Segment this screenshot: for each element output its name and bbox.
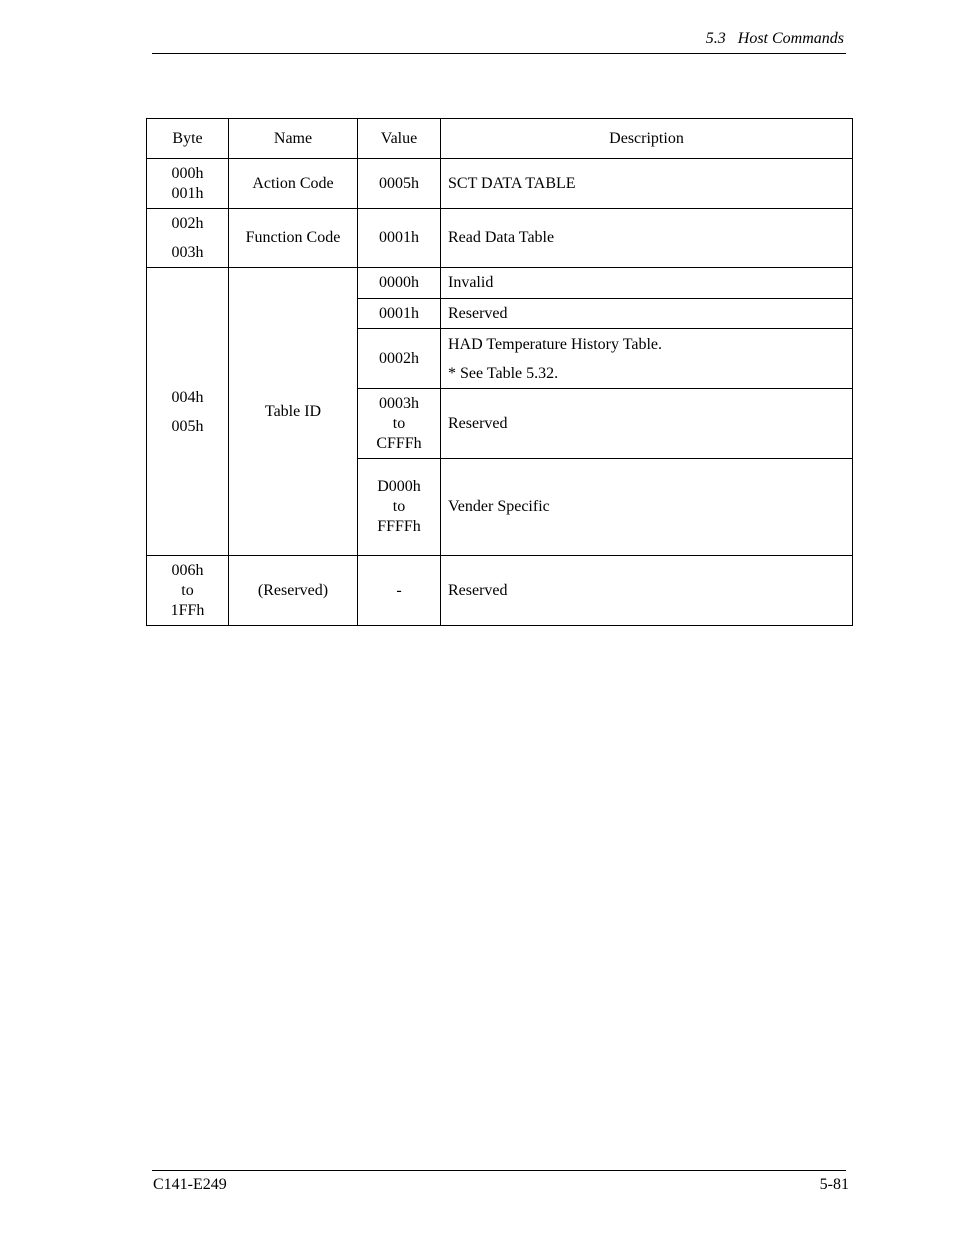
table-row-table-id-invalid	[147, 268, 853, 299]
value-cell: 0002h	[358, 329, 441, 389]
description-cell: Vender Specific	[441, 459, 853, 556]
col-header-description: Description	[441, 119, 853, 159]
running-header: 5.3 Host Commands	[705, 30, 844, 47]
description-cell: HAD Temperature History Table. * See Table 5.32.	[441, 329, 853, 389]
name-cell: Action Code	[229, 159, 358, 209]
description-cell: Reserved	[441, 389, 853, 459]
value-cell: -	[358, 556, 441, 626]
byte-cell: 006h to 1FFh	[147, 556, 229, 626]
command-table	[146, 118, 853, 626]
description-cell: Read Data Table	[441, 209, 853, 268]
byte-cell: 000h 001h	[147, 159, 229, 209]
name-cell: Table ID	[229, 268, 358, 556]
name-cell: (Reserved)	[229, 556, 358, 626]
footer-rule	[152, 1170, 846, 1171]
header-rule	[152, 53, 846, 54]
name-cell: Function Code	[229, 209, 358, 268]
description-cell: SCT DATA TABLE	[441, 159, 853, 209]
value-cell: 0005h	[358, 159, 441, 209]
byte-cell: 004h 005h	[147, 268, 229, 556]
value-cell: 0003h to CFFFh	[358, 389, 441, 459]
table-header-row	[147, 119, 853, 159]
col-header-value: Value	[358, 119, 441, 159]
table-row-action-code	[147, 159, 853, 209]
col-header-byte: Byte	[147, 119, 229, 159]
description-cell: Reserved	[441, 556, 853, 626]
description-cell: Invalid	[441, 268, 853, 299]
value-cell: D000h to FFFFh	[358, 459, 441, 556]
table-row-reserved	[147, 556, 853, 626]
col-header-name: Name	[229, 119, 358, 159]
value-cell: 0000h	[358, 268, 441, 299]
byte-cell: 002h 003h	[147, 209, 229, 268]
value-cell: 0001h	[358, 299, 441, 329]
description-cell: Reserved	[441, 299, 853, 329]
value-cell: 0001h	[358, 209, 441, 268]
document-id: C141-E249	[153, 1176, 227, 1193]
table-row-function-code	[147, 209, 853, 268]
page-number: 5-81	[819, 1176, 849, 1193]
